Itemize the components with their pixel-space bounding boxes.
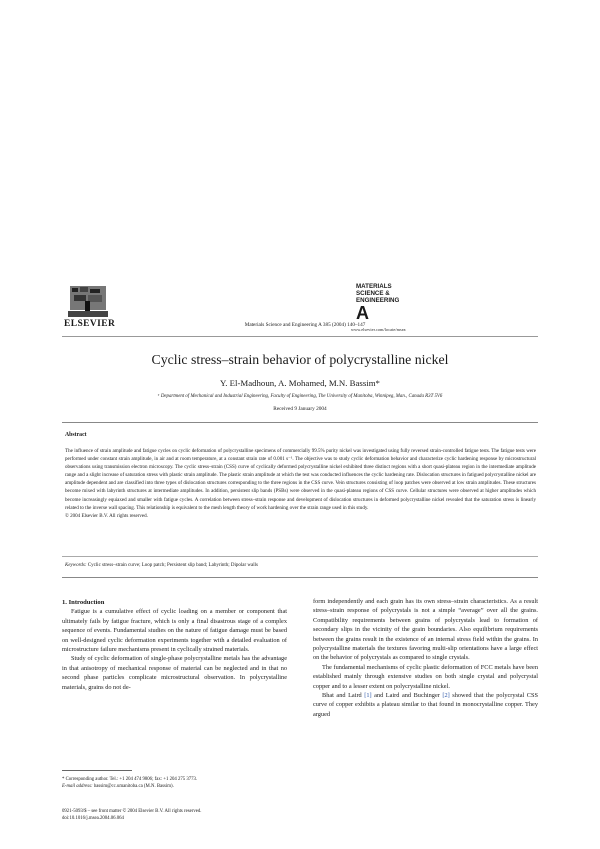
article-title: Cyclic stress–strain behavior of polycrystalline nickel — [151, 352, 449, 367]
corresponding-author-footnote — [62, 776, 287, 790]
author-affiliation: ᵃ Department of Mechanical and Industrial Engineering, Faculty of Engineering, The University of Manitoba, Winnipeg, Man., Canada R3T 5V6 — [157, 394, 443, 399]
footnote-divider — [62, 770, 132, 771]
article-authors: Y. El-Madhoun, A. Mohamed, M.N. Bassim* — [220, 378, 380, 388]
issn-doi — [62, 808, 287, 822]
footnote-email — [62, 783, 287, 790]
abstract-text: The influence of strain amplitude and fatigue cycles on cyclic deformation of polycrystalline specimens of commercially 99.5% purity nickel was investigated using fully reversed strain-controlled fatigue tests. The fatigue tests were performed under constant strain amplitude, in air and at room temperature, at a constant strain rate of 0.001 s⁻¹. The objective was to study cyclic deformation behavior and characterize cyclic hardening response by microstructural observations using transmission electron microscopy. The cyclic stress–strain (CSS) curve of cyclically deformed polycrystalline nickel exhibited three distinct regions with a short quasi-plateau region in the intermediate amplitude range and a slight increase of saturation stress with plastic strain amplitude. The plastic strain amplitude at which the test was conducted influences the cyclic hardening rate. Dislocation structures in fatigued polycrystalline nickel are amplitude dependent and are classified into three types of dislocation structures corresponding to the three regions in the CSS curve. Vein structures consisting of loop patches were observed at low strain amplitudes. These structures become mixed with labyrinth structures at intermediate amplitudes. In addition, persistent slip bands (PSBs) were observed in the quasi-plateau regions of CSS curve. Cellular structures were observed at higher amplitudes which become increasingly equiaxed and smaller with fatigue cycles. A correlation between stress–strain response and development of dislocation structures in deformed polycrystalline nickel revealed that the saturation stress is linearly related to the inverse wall spacing. This relationship is equivalent to the mesh length theory of work hardening over the strain range used in this study. — [65, 448, 536, 511]
keywords-line — [65, 563, 258, 568]
journal-reference: Materials Science and Engineering A 385 (2004) 140–147 — [244, 322, 366, 328]
journal-logo — [356, 283, 416, 322]
journal-logo-letter: A — [356, 303, 369, 323]
paragraph: The fundamental mechanisms of cyclic plastic deformation of FCC metals have been established mainly through extensive studies on both single crystal and polycrystal copper and to a lesser extent on polycrystalline nickel. — [313, 663, 538, 690]
paragraph: Study of cyclic deformation of single-phase polycrystalline metals has the advantage in that anisotropy of mechanical response of material can be neglected and in that no second phase particles complicate microstructural observation. In polycrystalline materials, grains do not de- — [62, 655, 287, 691]
paragraph: form independently and each grain has its own stress–strain characteristics. As a result stress–strain response of polycrystals is not a simple “average” over all the grains. Compatibility requirements between grains of polycrystals lead to formation of secondary slips in the vicinity of the grain boundaries. Also equilibrium requirements between the grains result in the existence of an internal stress field within the grains. In polycrystalline materials the textures favoring multi-slip orientations have a large effect on the behavior of polycrystals as compared to single crystals. — [313, 598, 538, 662]
paragraph-text: and Laird and Buchinger — [371, 692, 443, 700]
elsevier-tree-logo — [66, 283, 110, 319]
paragraph — [313, 691, 538, 719]
abstract-top-divider — [62, 422, 538, 423]
abstract-copyright: © 2004 Elsevier B.V. All rights reserved. — [65, 512, 148, 519]
keywords-label: Keywords: — [65, 563, 87, 568]
body-column-left — [62, 598, 287, 692]
footnote-contact: * Corresponding author. Tel.: +1 204 474 9806; fax: +1 204 275 3773. — [62, 777, 198, 782]
keywords-divider — [62, 556, 538, 557]
body-column-right — [313, 597, 538, 719]
email-label: E-mail address: — [62, 784, 93, 789]
abstract-heading: Abstract — [65, 432, 87, 438]
doi-line[interactable]: doi:10.1016/j.msea.2004.06.064 — [62, 816, 124, 821]
body-top-divider — [62, 577, 538, 578]
publisher-name: ELSEVIER — [64, 319, 116, 329]
paragraph-text: Bhat and Laird — [322, 692, 365, 700]
journal-logo-line: SCIENCE & — [356, 290, 390, 297]
paragraph-text: showed that the polycrystal CSS curve of copper exhibits a plateau similar to that found in monocrystalline copper. They argued — [313, 692, 539, 718]
abstract-body — [65, 447, 536, 520]
journal-url[interactable]: www.elsevier.com/locate/msea — [351, 327, 406, 332]
issn-line: 0921-5093/$ – see front matter © 2004 Elsevier B.V. All rights reserved. — [62, 809, 202, 814]
section-heading: 1. Introduction — [62, 599, 105, 606]
citation-link[interactable]: [2] — [442, 692, 450, 700]
journal-logo-line: MATERIALS — [356, 283, 392, 290]
citation-link[interactable]: [1] — [364, 692, 372, 700]
header-divider — [62, 336, 538, 337]
email-address[interactable]: bassim@cc.umanitoba.ca (M.N. Bassim). — [93, 784, 174, 789]
journal-logo-line: ENGINEERING — [356, 297, 400, 304]
received-date: Received 9 January 2004 — [273, 406, 327, 412]
keywords-text: Cyclic stress–strain curve; Loop patch; Persistent slip band; Labyrinth; Dipolar walls — [87, 563, 258, 568]
paragraph: Fatigue is a cumulative effect of cyclic loading on a member or component that ultimately fails by fatigue fracture, which is only a final disastrous stage of a complex sequence of events. Fundamental studies on the nature of fatigue damage must be based on well-designed cyclic deformation experiments together with a detailed evaluation of microstructure failure mechanisms present in cyclically strained materials. — [62, 608, 287, 654]
